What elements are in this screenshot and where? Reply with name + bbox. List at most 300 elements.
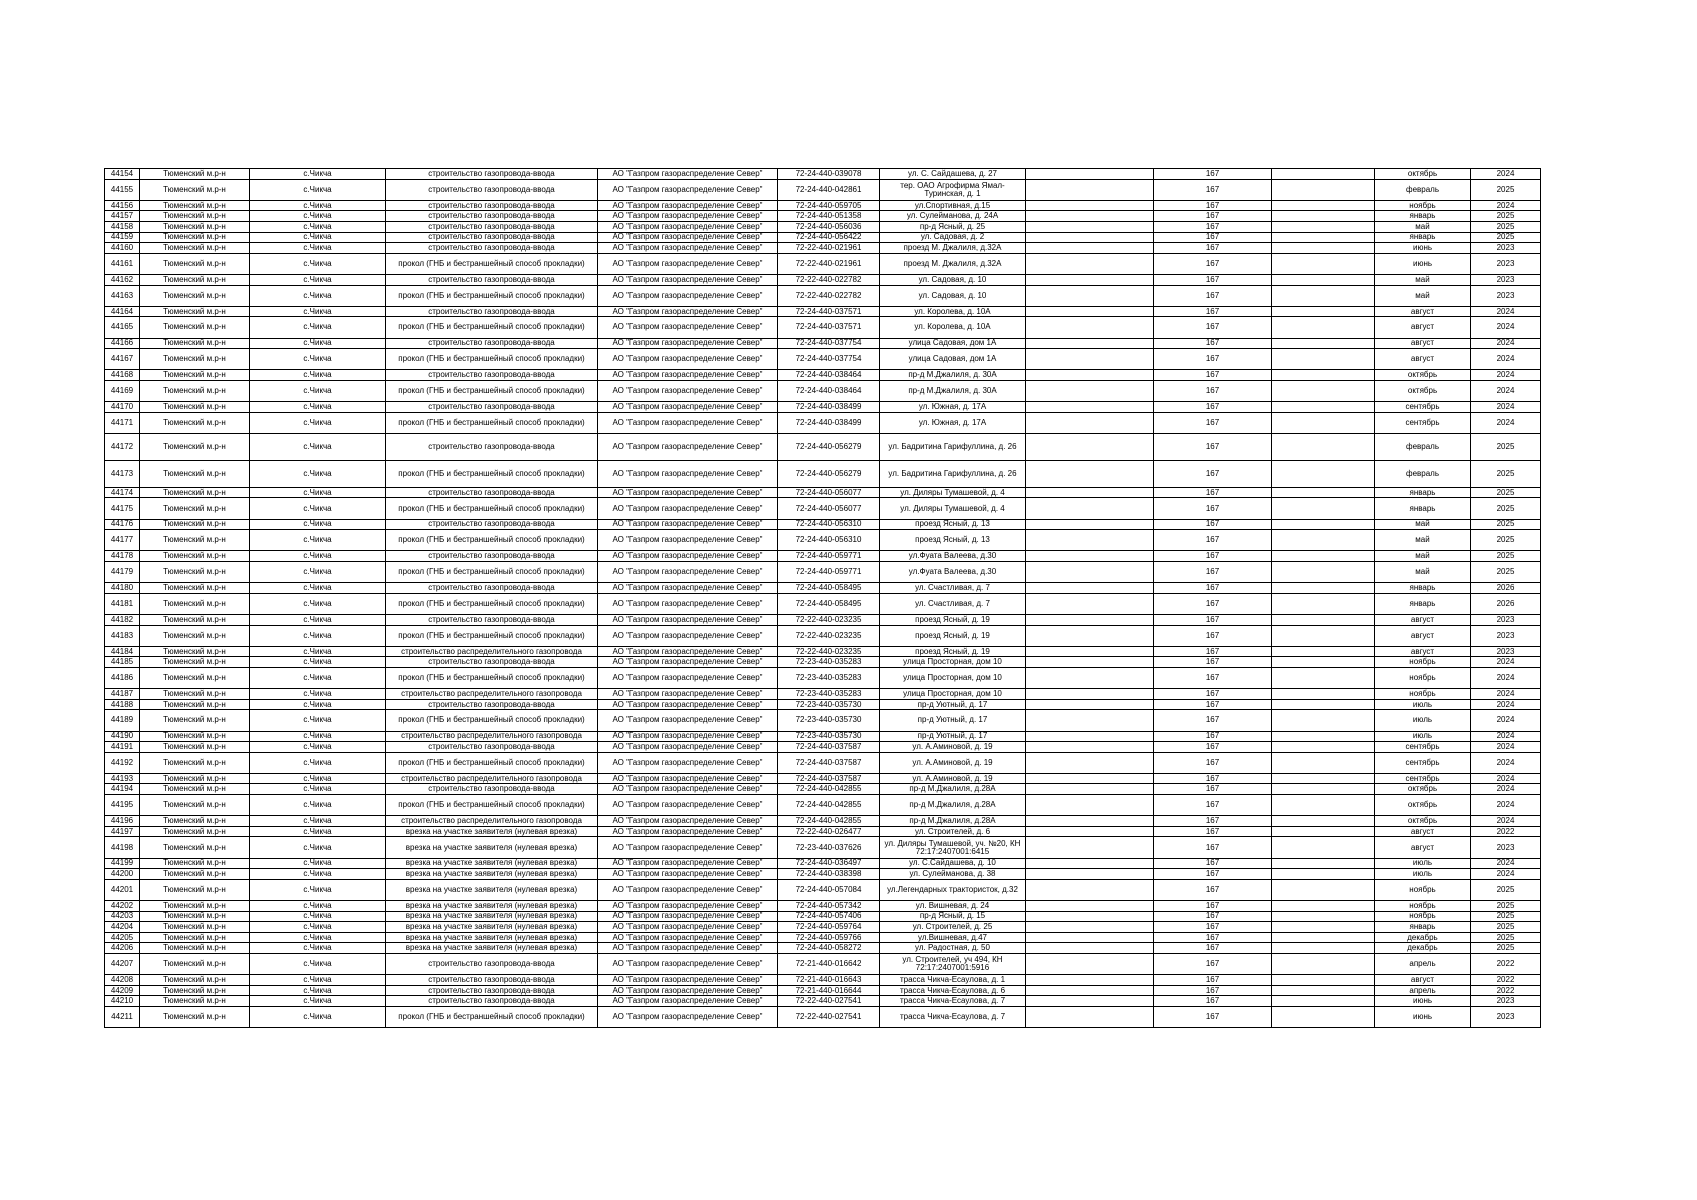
district-cell: Тюменский м.р-н: [140, 285, 250, 306]
work-type-cell: строительство газопровода-ввода: [386, 519, 598, 530]
empty-cell: [1026, 985, 1154, 996]
settlement-cell: с.Чикча: [250, 530, 386, 551]
year-cell: 2025: [1471, 498, 1541, 519]
application-number-cell: 72-22-440-027541: [778, 1006, 880, 1027]
record-number-cell: 44156: [105, 200, 140, 211]
address-cell: улица Садовая, дом 1А: [880, 349, 1026, 370]
code-cell: 167: [1154, 858, 1272, 869]
work-type-cell: строительство газопровода-ввода: [386, 953, 598, 974]
code-cell: 167: [1154, 932, 1272, 943]
table-row: [105, 380, 1541, 401]
application-number-cell: 72-24-440-059705: [778, 200, 880, 211]
empty-cell: [1026, 879, 1154, 900]
empty-cell: [1272, 317, 1375, 338]
empty-cell: [1272, 975, 1375, 986]
address-cell: ул.Легендарных трактористок, д.32: [880, 879, 1026, 900]
empty-cell: [1272, 200, 1375, 211]
work-type-cell: врезка на участке заявителя (нулевая врезка): [386, 879, 598, 900]
work-type-cell: строительство газопровода-ввода: [386, 784, 598, 795]
address-cell: ул.Спортивная, д.15: [880, 200, 1026, 211]
record-number-cell: 44197: [105, 826, 140, 837]
record-number-cell: 44176: [105, 519, 140, 530]
organization-cell: АО "Газпром газораспределение Север": [598, 646, 778, 657]
district-cell: Тюменский м.р-н: [140, 742, 250, 753]
month-cell: июль: [1375, 858, 1471, 869]
organization-cell: АО "Газпром газораспределение Север": [598, 689, 778, 700]
month-cell: январь: [1375, 583, 1471, 594]
address-cell: ул. Строителей, уч 494, КН 72:17:2407001:5916: [880, 953, 1026, 974]
district-cell: Тюменский м.р-н: [140, 901, 250, 912]
record-number-cell: 44180: [105, 583, 140, 594]
settlement-cell: с.Чикча: [250, 657, 386, 668]
record-number-cell: 44205: [105, 932, 140, 943]
district-cell: Тюменский м.р-н: [140, 370, 250, 381]
record-number-cell: 44177: [105, 530, 140, 551]
empty-cell: [1272, 943, 1375, 954]
address-cell: улица Просторная, дом 10: [880, 657, 1026, 668]
year-cell: 2024: [1471, 412, 1541, 433]
year-cell: 2025: [1471, 879, 1541, 900]
district-cell: Тюменский м.р-н: [140, 985, 250, 996]
empty-cell: [1272, 243, 1375, 254]
table-row: [105, 614, 1541, 625]
year-cell: 2024: [1471, 731, 1541, 742]
work-type-cell: врезка на участке заявителя (нулевая врезка): [386, 837, 598, 858]
empty-cell: [1026, 614, 1154, 625]
district-cell: Тюменский м.р-н: [140, 593, 250, 614]
empty-cell: [1026, 412, 1154, 433]
address-cell: проезд Ясный, д. 19: [880, 625, 1026, 646]
empty-cell: [1026, 943, 1154, 954]
application-number-cell: 72-23-440-035730: [778, 699, 880, 710]
address-cell: улица Просторная, дом 10: [880, 689, 1026, 700]
table-row: [105, 519, 1541, 530]
empty-cell: [1026, 1006, 1154, 1027]
application-number-cell: 72-23-440-035730: [778, 731, 880, 742]
address-cell: пр-д Ясный, д. 15: [880, 911, 1026, 922]
table-row: [105, 169, 1541, 180]
application-number-cell: 72-24-440-037754: [778, 349, 880, 370]
work-type-cell: строительство газопровода-ввода: [386, 232, 598, 243]
empty-cell: [1272, 932, 1375, 943]
organization-cell: АО "Газпром газораспределение Север": [598, 869, 778, 880]
month-cell: январь: [1375, 487, 1471, 498]
table-row: [105, 985, 1541, 996]
empty-cell: [1026, 211, 1154, 222]
table-row: [105, 731, 1541, 742]
application-number-cell: 72-24-440-038398: [778, 869, 880, 880]
organization-cell: АО "Газпром газораспределение Север": [598, 975, 778, 986]
month-cell: январь: [1375, 211, 1471, 222]
empty-cell: [1272, 614, 1375, 625]
work-type-cell: прокол (ГНБ и бестраншейный способ прокладки): [386, 593, 598, 614]
district-cell: Тюменский м.р-н: [140, 911, 250, 922]
application-number-cell: 72-24-440-057342: [778, 901, 880, 912]
year-cell: 2024: [1471, 349, 1541, 370]
district-cell: Тюменский м.р-н: [140, 826, 250, 837]
year-cell: 2023: [1471, 646, 1541, 657]
year-cell: 2024: [1471, 752, 1541, 773]
month-cell: декабрь: [1375, 943, 1471, 954]
record-number-cell: 44187: [105, 689, 140, 700]
organization-cell: АО "Газпром газораспределение Север": [598, 433, 778, 460]
code-cell: 167: [1154, 816, 1272, 827]
empty-cell: [1026, 243, 1154, 254]
organization-cell: АО "Газпром газораспределение Север": [598, 625, 778, 646]
organization-cell: АО "Газпром газораспределение Север": [598, 816, 778, 827]
organization-cell: АО "Газпром газораспределение Север": [598, 179, 778, 200]
code-cell: 167: [1154, 221, 1272, 232]
month-cell: май: [1375, 285, 1471, 306]
code-cell: 167: [1154, 285, 1272, 306]
table-row: [105, 869, 1541, 880]
month-cell: май: [1375, 562, 1471, 583]
year-cell: 2024: [1471, 858, 1541, 869]
table-row: [105, 699, 1541, 710]
code-cell: 167: [1154, 996, 1272, 1007]
settlement-cell: с.Чикча: [250, 752, 386, 773]
year-cell: 2023: [1471, 285, 1541, 306]
month-cell: октябрь: [1375, 370, 1471, 381]
settlement-cell: с.Чикча: [250, 317, 386, 338]
empty-cell: [1026, 710, 1154, 731]
work-type-cell: прокол (ГНБ и бестраншейный способ прокладки): [386, 498, 598, 519]
code-cell: 167: [1154, 699, 1272, 710]
work-type-cell: прокол (ГНБ и бестраншейный способ прокладки): [386, 667, 598, 688]
year-cell: 2025: [1471, 433, 1541, 460]
record-number-cell: 44161: [105, 253, 140, 274]
table-row: [105, 752, 1541, 773]
organization-cell: АО "Газпром газораспределение Север": [598, 614, 778, 625]
record-number-cell: 44167: [105, 349, 140, 370]
record-number-cell: 44172: [105, 433, 140, 460]
year-cell: 2023: [1471, 996, 1541, 1007]
year-cell: 2023: [1471, 253, 1541, 274]
organization-cell: АО "Газпром газораспределение Север": [598, 306, 778, 317]
organization-cell: АО "Газпром газораспределение Север": [598, 402, 778, 413]
year-cell: 2024: [1471, 657, 1541, 668]
month-cell: май: [1375, 221, 1471, 232]
work-type-cell: прокол (ГНБ и бестраншейный способ прокладки): [386, 380, 598, 401]
work-type-cell: строительство газопровода-ввода: [386, 274, 598, 285]
organization-cell: АО "Газпром газораспределение Север": [598, 317, 778, 338]
organization-cell: АО "Газпром газораспределение Север": [598, 551, 778, 562]
settlement-cell: с.Чикча: [250, 901, 386, 912]
table-row: [105, 487, 1541, 498]
settlement-cell: с.Чикча: [250, 370, 386, 381]
organization-cell: АО "Газпром газораспределение Север": [598, 858, 778, 869]
empty-cell: [1272, 433, 1375, 460]
month-cell: январь: [1375, 922, 1471, 933]
application-number-cell: 72-24-440-042855: [778, 784, 880, 795]
empty-cell: [1272, 519, 1375, 530]
application-number-cell: 72-24-440-039078: [778, 169, 880, 180]
empty-cell: [1026, 433, 1154, 460]
address-cell: трасса Чикча-Есаулова, д. 7: [880, 996, 1026, 1007]
settlement-cell: с.Чикча: [250, 593, 386, 614]
empty-cell: [1272, 657, 1375, 668]
district-cell: Тюменский м.р-н: [140, 179, 250, 200]
empty-cell: [1026, 169, 1154, 180]
work-type-cell: строительство распределительного газопровода: [386, 816, 598, 827]
work-type-cell: строительство газопровода-ввода: [386, 975, 598, 986]
empty-cell: [1026, 402, 1154, 413]
month-cell: февраль: [1375, 179, 1471, 200]
empty-cell: [1272, 699, 1375, 710]
settlement-cell: с.Чикча: [250, 614, 386, 625]
code-cell: 167: [1154, 773, 1272, 784]
month-cell: ноябрь: [1375, 901, 1471, 912]
district-cell: Тюменский м.р-н: [140, 317, 250, 338]
settlement-cell: с.Чикча: [250, 742, 386, 753]
application-number-cell: 72-22-440-023235: [778, 614, 880, 625]
empty-cell: [1026, 551, 1154, 562]
year-cell: 2024: [1471, 784, 1541, 795]
work-type-cell: строительство газопровода-ввода: [386, 614, 598, 625]
record-number-cell: 44196: [105, 816, 140, 827]
table-row: [105, 402, 1541, 413]
empty-cell: [1026, 667, 1154, 688]
address-cell: пр-д Ясный, д. 25: [880, 221, 1026, 232]
month-cell: июль: [1375, 731, 1471, 742]
empty-cell: [1272, 922, 1375, 933]
table-row: [105, 816, 1541, 827]
application-number-cell: 72-24-440-036497: [778, 858, 880, 869]
table-row: [105, 460, 1541, 487]
address-cell: пр-д М.Джалиля, д.28А: [880, 795, 1026, 816]
month-cell: июль: [1375, 699, 1471, 710]
month-cell: август: [1375, 338, 1471, 349]
district-cell: Тюменский м.р-н: [140, 953, 250, 974]
code-cell: 167: [1154, 349, 1272, 370]
record-number-cell: 44208: [105, 975, 140, 986]
year-cell: 2025: [1471, 551, 1541, 562]
organization-cell: АО "Газпром газораспределение Север": [598, 932, 778, 943]
settlement-cell: с.Чикча: [250, 837, 386, 858]
organization-cell: АО "Газпром газораспределение Север": [598, 380, 778, 401]
year-cell: 2024: [1471, 699, 1541, 710]
address-cell: ул. Диляры Тумашевой, д. 4: [880, 487, 1026, 498]
application-number-cell: 72-24-440-037571: [778, 306, 880, 317]
settlement-cell: с.Чикча: [250, 221, 386, 232]
empty-cell: [1026, 380, 1154, 401]
table-row: [105, 583, 1541, 594]
address-cell: проезд Ясный, д. 13: [880, 519, 1026, 530]
work-type-cell: прокол (ГНБ и бестраншейный способ прокладки): [386, 317, 598, 338]
table-row: [105, 253, 1541, 274]
district-cell: Тюменский м.р-н: [140, 530, 250, 551]
code-cell: 167: [1154, 879, 1272, 900]
settlement-cell: с.Чикча: [250, 169, 386, 180]
organization-cell: АО "Газпром газораспределение Север": [598, 742, 778, 753]
code-cell: 167: [1154, 1006, 1272, 1027]
address-cell: трасса Чикча-Есаулова, д. 6: [880, 985, 1026, 996]
address-cell: ул. А.Аминовой, д. 19: [880, 742, 1026, 753]
settlement-cell: с.Чикча: [250, 625, 386, 646]
organization-cell: АО "Газпром газораспределение Север": [598, 826, 778, 837]
settlement-cell: с.Чикча: [250, 583, 386, 594]
record-number-cell: 44199: [105, 858, 140, 869]
application-number-cell: 72-24-440-051358: [778, 211, 880, 222]
empty-cell: [1272, 253, 1375, 274]
code-cell: 167: [1154, 253, 1272, 274]
empty-cell: [1272, 274, 1375, 285]
organization-cell: АО "Газпром газораспределение Север": [598, 901, 778, 912]
table-row: [105, 306, 1541, 317]
record-number-cell: 44163: [105, 285, 140, 306]
organization-cell: АО "Газпром газораспределение Север": [598, 752, 778, 773]
district-cell: Тюменский м.р-н: [140, 243, 250, 254]
empty-cell: [1272, 858, 1375, 869]
work-type-cell: строительство распределительного газопровода: [386, 731, 598, 742]
record-number-cell: 44174: [105, 487, 140, 498]
settlement-cell: с.Чикча: [250, 433, 386, 460]
table-row: [105, 498, 1541, 519]
table-row: [105, 562, 1541, 583]
code-cell: 167: [1154, 562, 1272, 583]
code-cell: 167: [1154, 274, 1272, 285]
table-row: [105, 667, 1541, 688]
empty-cell: [1272, 752, 1375, 773]
year-cell: 2024: [1471, 306, 1541, 317]
record-number-cell: 44183: [105, 625, 140, 646]
organization-cell: АО "Газпром газораспределение Север": [598, 583, 778, 594]
organization-cell: АО "Газпром газораспределение Север": [598, 338, 778, 349]
application-number-cell: 72-24-440-037571: [778, 317, 880, 338]
table-row: [105, 412, 1541, 433]
district-cell: Тюменский м.р-н: [140, 551, 250, 562]
month-cell: ноябрь: [1375, 200, 1471, 211]
settlement-cell: с.Чикча: [250, 1006, 386, 1027]
empty-cell: [1272, 498, 1375, 519]
empty-cell: [1026, 519, 1154, 530]
settlement-cell: с.Чикча: [250, 380, 386, 401]
application-number-cell: 72-24-440-056279: [778, 433, 880, 460]
month-cell: май: [1375, 551, 1471, 562]
empty-cell: [1026, 996, 1154, 1007]
year-cell: 2022: [1471, 985, 1541, 996]
empty-cell: [1272, 179, 1375, 200]
address-cell: пр-д М.Джалиля, д.28А: [880, 784, 1026, 795]
month-cell: май: [1375, 274, 1471, 285]
district-cell: Тюменский м.р-н: [140, 562, 250, 583]
organization-cell: АО "Газпром газораспределение Север": [598, 412, 778, 433]
empty-cell: [1026, 200, 1154, 211]
organization-cell: АО "Газпром газораспределение Север": [598, 487, 778, 498]
settlement-cell: с.Чикча: [250, 274, 386, 285]
settlement-cell: с.Чикча: [250, 953, 386, 974]
application-number-cell: 72-24-440-037587: [778, 742, 880, 753]
month-cell: май: [1375, 519, 1471, 530]
record-number-cell: 44201: [105, 879, 140, 900]
empty-cell: [1026, 232, 1154, 243]
month-cell: август: [1375, 646, 1471, 657]
application-number-cell: 72-24-440-059771: [778, 551, 880, 562]
district-cell: Тюменский м.р-н: [140, 614, 250, 625]
record-number-cell: 44178: [105, 551, 140, 562]
month-cell: ноябрь: [1375, 657, 1471, 668]
table-row: [105, 837, 1541, 858]
empty-cell: [1026, 795, 1154, 816]
month-cell: октябрь: [1375, 169, 1471, 180]
record-number-cell: 44179: [105, 562, 140, 583]
work-type-cell: строительство газопровода-ввода: [386, 211, 598, 222]
month-cell: сентябрь: [1375, 402, 1471, 413]
code-cell: 167: [1154, 380, 1272, 401]
empty-cell: [1272, 211, 1375, 222]
empty-cell: [1026, 253, 1154, 274]
address-cell: ул. А.Аминовой, д. 19: [880, 773, 1026, 784]
address-cell: ул.Фуата Валеева, д.30: [880, 562, 1026, 583]
record-number-cell: 44155: [105, 179, 140, 200]
empty-cell: [1272, 953, 1375, 974]
organization-cell: АО "Газпром газораспределение Север": [598, 285, 778, 306]
district-cell: Тюменский м.р-н: [140, 211, 250, 222]
code-cell: 167: [1154, 317, 1272, 338]
empty-cell: [1272, 370, 1375, 381]
empty-cell: [1272, 402, 1375, 413]
address-cell: ул. Бадритина Гарифуллина, д. 26: [880, 433, 1026, 460]
district-cell: Тюменский м.р-н: [140, 646, 250, 657]
table-row: [105, 317, 1541, 338]
application-number-cell: 72-24-440-056077: [778, 498, 880, 519]
settlement-cell: с.Чикча: [250, 487, 386, 498]
organization-cell: АО "Газпром газораспределение Север": [598, 996, 778, 1007]
work-type-cell: строительство газопровода-ввода: [386, 243, 598, 254]
empty-cell: [1026, 274, 1154, 285]
month-cell: сентябрь: [1375, 412, 1471, 433]
year-cell: 2023: [1471, 837, 1541, 858]
settlement-cell: с.Чикча: [250, 253, 386, 274]
address-cell: пр-д М.Джалиля, д. 30А: [880, 380, 1026, 401]
district-cell: Тюменский м.р-н: [140, 169, 250, 180]
address-cell: ул. Королева, д. 10А: [880, 306, 1026, 317]
settlement-cell: с.Чикча: [250, 932, 386, 943]
record-number-cell: 44190: [105, 731, 140, 742]
month-cell: ноябрь: [1375, 689, 1471, 700]
district-cell: Тюменский м.р-н: [140, 689, 250, 700]
month-cell: июль: [1375, 869, 1471, 880]
empty-cell: [1272, 689, 1375, 700]
record-number-cell: 44206: [105, 943, 140, 954]
record-number-cell: 44171: [105, 412, 140, 433]
application-number-cell: 72-23-440-035283: [778, 667, 880, 688]
organization-cell: АО "Газпром газораспределение Север": [598, 519, 778, 530]
organization-cell: АО "Газпром газораспределение Север": [598, 200, 778, 211]
code-cell: 167: [1154, 752, 1272, 773]
settlement-cell: с.Чикча: [250, 985, 386, 996]
organization-cell: АО "Газпром газораспределение Север": [598, 562, 778, 583]
table-row: [105, 710, 1541, 731]
code-cell: 167: [1154, 179, 1272, 200]
empty-cell: [1272, 169, 1375, 180]
settlement-cell: с.Чикча: [250, 285, 386, 306]
code-cell: 167: [1154, 826, 1272, 837]
year-cell: 2025: [1471, 530, 1541, 551]
month-cell: сентябрь: [1375, 742, 1471, 753]
district-cell: Тюменский м.р-н: [140, 975, 250, 986]
table-row: [105, 433, 1541, 460]
empty-cell: [1272, 338, 1375, 349]
year-cell: 2024: [1471, 689, 1541, 700]
empty-cell: [1026, 306, 1154, 317]
year-cell: 2025: [1471, 943, 1541, 954]
table-row: [105, 370, 1541, 381]
code-cell: 167: [1154, 657, 1272, 668]
code-cell: 167: [1154, 901, 1272, 912]
empty-cell: [1272, 985, 1375, 996]
district-cell: Тюменский м.р-н: [140, 837, 250, 858]
